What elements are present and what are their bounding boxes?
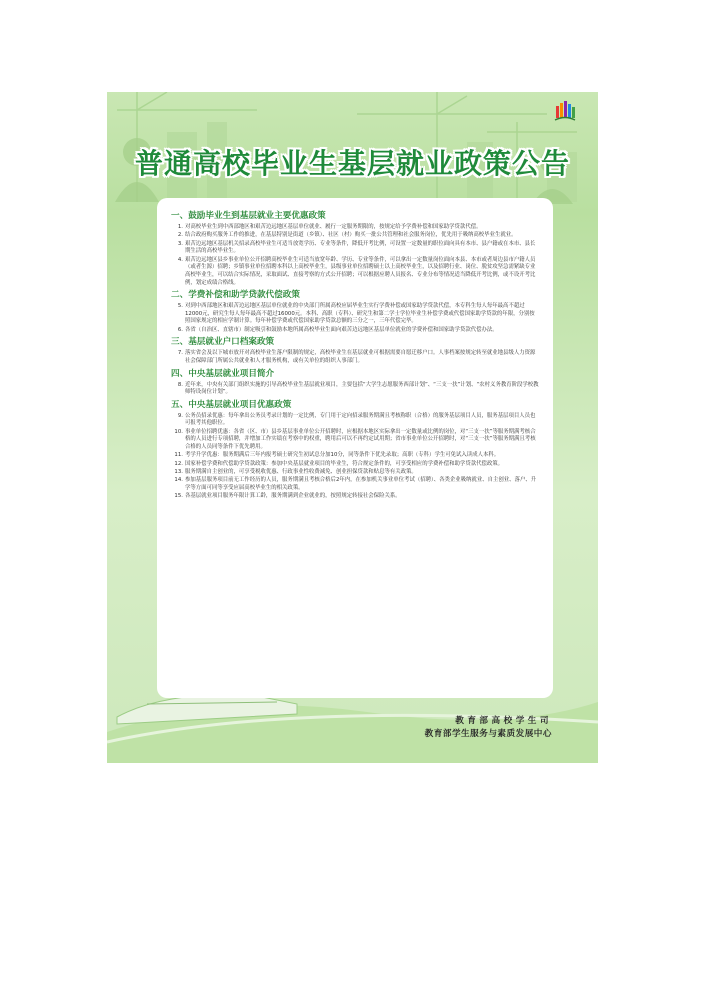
item-text: 对到中西部地区和艰苦边远地区基层单位就业的中央部门所属高校应届毕业生实行学费补偿或国家助学贷款代偿，本专科生每人每年最高不超过12000元，研究生每人每年最高不超过16000元。本科、高职（专科）、研究生和第二学士学位毕业生补偿学费或代偿国家助学贷款的年限，分别按照国家规定的相应学制计算。每年补偿学费或代偿国家助学贷款总额的三分之一，三年代偿完毕。 xyxy=(185,303,535,325)
item-text: 落实省会及以下城市放开对高校毕业生落户限制的规定，高校毕业生在基层就业可根据需要自愿迁移户口。人事档案按规定转至就业地县级人力资源社会保障部门所属公共就业和人才服务机构，或有关单位的组织人事部门。 xyxy=(185,350,536,364)
item-number: 11. xyxy=(174,452,183,459)
item-text: 考学升学优惠：服务期满后三年内报考硕士研究生初试总分加10分，同等条件下优先录取；高职（专科）学生可免试入读成人本科。 xyxy=(185,452,500,459)
item-number: 13. xyxy=(174,469,183,476)
list-item xyxy=(171,429,539,452)
item-number: 9. xyxy=(177,412,183,419)
list-item xyxy=(171,413,539,428)
item-text: 服务期满自主创业的，可享受税收优惠、行政事业性收费减免、创业担保贷款和贴息等有关政策。 xyxy=(185,469,417,476)
item-text: 结合政府购买服务工作的推进，在基层特别是街道（乡镇）、社区（村）购买一批公共管理和社会服务岗位，优先用于吸纳高校毕业生就业。 xyxy=(185,232,517,239)
page-title: 普通高校毕业生基层就业政策公告 xyxy=(134,147,570,180)
issuer-line-2: 教育部学生服务与素质发展中心 xyxy=(424,729,552,739)
section xyxy=(171,400,539,501)
section xyxy=(171,337,539,365)
issuer-signature xyxy=(425,715,552,741)
ministry-logo-icon xyxy=(554,100,576,122)
item-text: 各省（自治区、直辖市）制定吸引和鼓励本地所属高校毕业生面向艰苦边远地区基层单位就业的学费补偿和国家助学贷款代偿办法。 xyxy=(185,326,498,333)
list-item xyxy=(171,350,539,365)
list-item xyxy=(171,303,539,326)
item-text: 各基层就业项目服务年限计算工龄，服务期满到企业就业的，按照规定转接社会保险关系。 xyxy=(185,493,401,500)
section xyxy=(171,290,539,334)
item-number: 15. xyxy=(174,493,183,500)
list-item xyxy=(171,257,539,287)
item-number: 12. xyxy=(174,460,183,467)
list-item xyxy=(171,452,539,460)
policy-content-card xyxy=(157,198,553,698)
issuer-line-1: 教育部高校学生司 xyxy=(455,716,552,726)
list-item xyxy=(171,327,539,335)
item-number: 3. xyxy=(177,240,183,247)
list-item xyxy=(171,477,539,492)
list-item xyxy=(171,469,539,477)
item-number: 8. xyxy=(177,381,183,388)
section-title: 五、中央基层就业项目优惠政策 xyxy=(171,399,292,410)
item-text: 艰苦边远地区基层机关招录高校毕业生可适当放宽学历、专业等条件，降低开考比例，可设置一定数量的职位面向具有本市、县户籍或在本市、县长期生活的高校毕业生。 xyxy=(185,240,536,255)
list-item xyxy=(171,241,539,256)
item-text: 近年来，中央有关部门组织实施的引导高校毕业生基层就业项目，主要包括“大学生志愿服务西部计划”、“三支一扶”计划、“农村义务教育阶段学校教师特设岗位计划”。 xyxy=(185,381,539,396)
item-number: 6. xyxy=(177,326,183,333)
item-text: 公务员招录优惠：每年拿出公务员考录计划的一定比例，专门用于定向招录服务期满且考核称职（合格）的服务基层项目人员，服务基层项目人员也可报考其他职位。 xyxy=(185,412,536,427)
item-text: 事业单位招聘优惠：各省（区、市）县乡基层事业单位公开招聘时，应根据本地区实际拿出一定数量或比例的岗位，对“三支一扶”等服务期满考核合格的人员进行专项招聘，并增加工作实绩在考察中的权重，聘用后可以不再约定试用期；省市事业单位公开招聘时，对“三支一扶”等服务期满且考核合格的人员同等条件下优先聘用。 xyxy=(185,428,536,450)
list-item xyxy=(171,224,539,232)
item-number: 10. xyxy=(174,428,183,435)
list-item xyxy=(171,382,539,397)
section-title: 三、基层就业户口档案政策 xyxy=(171,337,275,348)
item-text: 艰苦边远地区县乡事业单位公开招聘高校毕业生可适当放宽年龄、学历、专业等条件，可以拿出一定数量岗位面向本县、本市或者周边县市户籍人员（或者生源）招聘；乡镇事业单位招聘本科以上高校毕业生，县级事业单位招聘硕士以上高校毕业生，以及招聘行业、岗位、脱贫攻坚急需紧缺专业高校毕业生，可以结合实际情况，采取面试、直接考察的方式公开招聘；可以根据应聘人员报名、专业分布等情况适当降低开考比例，或不设开考比例，划定成绩合格线。 xyxy=(185,256,536,286)
list-item xyxy=(171,493,539,501)
item-text: 参加基层服务项目前无工作经历的人员，服务期满且考核合格后2年内，在参加机关事业单位考试（招聘）、各类企业吸纳就业、自主创业、落户、升学等方面可同等享受应届高校毕业生的相关政策。 xyxy=(185,477,537,492)
section xyxy=(171,369,539,397)
list-item xyxy=(171,461,539,469)
policy-poster xyxy=(107,92,598,763)
section xyxy=(171,211,539,287)
item-number: 5. xyxy=(177,303,183,310)
item-number: 7. xyxy=(177,350,183,357)
section-title: 二、学费补偿和助学贷款代偿政策 xyxy=(171,290,300,301)
section-title: 四、中央基层就业项目简介 xyxy=(171,368,275,379)
section-title: 一、鼓励毕业生到基层就业主要优惠政策 xyxy=(171,211,326,221)
item-text: 国家补偿学费和代偿助学贷款政策：参加中央基层就业项目的毕业生，符合规定条件的，可享受相应的学费补偿和助学贷款代偿政策。 xyxy=(185,460,504,467)
item-number: 2. xyxy=(177,232,183,239)
item-number: 14. xyxy=(174,477,183,484)
item-number: 4. xyxy=(177,256,183,263)
list-item xyxy=(171,232,539,240)
item-number: 1. xyxy=(177,224,183,230)
item-text: 对高校毕业生到中西部地区和艰苦边远地区基层单位就业、履行一定服务期限的，按规定给予学费补偿和国家助学贷款代偿。 xyxy=(185,224,482,230)
